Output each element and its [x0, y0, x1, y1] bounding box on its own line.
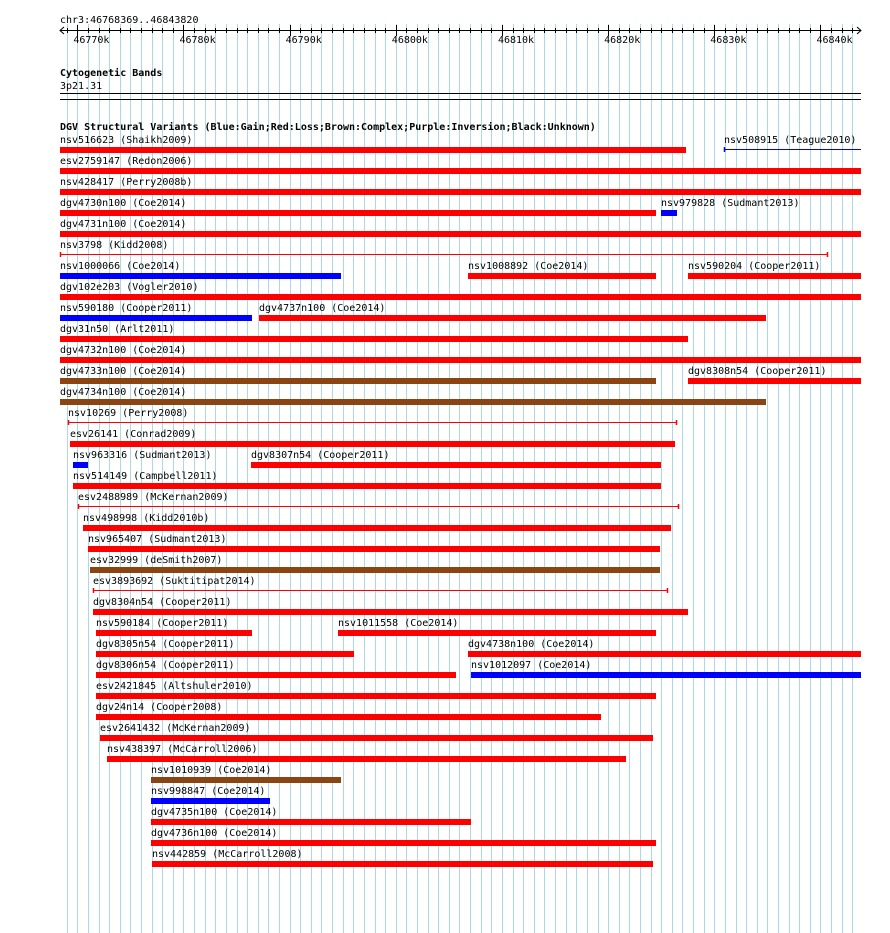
variant-bar[interactable]: [93, 609, 688, 615]
variant-bar[interactable]: [107, 756, 626, 762]
variant-label[interactable]: nsv442859 (McCarroll2008): [152, 849, 303, 860]
variant-label[interactable]: esv2488989 (McKernan2009): [78, 492, 229, 503]
variant-label[interactable]: esv26141 (Conrad2009): [70, 429, 197, 440]
variant-label[interactable]: dgv24n14 (Cooper2008): [96, 702, 223, 713]
variant-label[interactable]: nsv428417 (Perry2008b): [60, 177, 193, 188]
variant-bar[interactable]: [60, 147, 686, 153]
variant-label[interactable]: nsv965407 (Sudmant2013): [88, 534, 227, 545]
variant-label[interactable]: nsv3798 (Kidd2008): [60, 240, 169, 251]
variant-bar[interactable]: [151, 840, 656, 846]
variant-bar[interactable]: [96, 630, 252, 636]
variant-label[interactable]: esv32999 (deSmith2007): [90, 555, 223, 566]
ruler-tick-label: 46840k: [816, 35, 853, 46]
variant-label[interactable]: dgv31n50 (Arlt2011): [60, 324, 175, 335]
variant-label[interactable]: nsv1010939 (Coe2014): [151, 765, 272, 776]
ruler-tick-label: 46800k: [391, 35, 428, 46]
variant-label[interactable]: nsv438397 (McCarroll2006): [107, 744, 258, 755]
variant-bar[interactable]: [60, 378, 656, 384]
cytoband-band-label: 3p21.31: [60, 81, 103, 92]
variant-bar[interactable]: [60, 168, 861, 174]
variant-bar[interactable]: [96, 672, 456, 678]
ruler-tick-label: 46830k: [710, 35, 747, 46]
variant-label[interactable]: nsv590184 (Cooper2011): [96, 618, 229, 629]
variant-label[interactable]: dgv8306n54 (Cooper2011): [96, 660, 235, 671]
variant-bar[interactable]: [688, 273, 861, 279]
variant-label[interactable]: dgv8304n54 (Cooper2011): [93, 597, 232, 608]
variant-bar[interactable]: [152, 861, 653, 867]
variant-label[interactable]: nsv516623 (Shaikh2009): [60, 135, 193, 146]
variant-bar[interactable]: [73, 462, 88, 468]
variant-bar[interactable]: [70, 441, 675, 447]
variant-bar[interactable]: [151, 798, 270, 804]
variant-bar[interactable]: [151, 819, 471, 825]
variant-label[interactable]: dgv4735n100 (Coe2014): [151, 807, 278, 818]
variant-bar[interactable]: [60, 210, 656, 216]
variant-bar[interactable]: [88, 546, 660, 552]
variant-label[interactable]: dgv4733n100 (Coe2014): [60, 366, 187, 377]
variant-label[interactable]: dgv102e203 (Vogler2010): [60, 282, 199, 293]
variant-label[interactable]: dgv4736n100 (Coe2014): [151, 828, 278, 839]
variant-label[interactable]: nsv590180 (Cooper2011): [60, 303, 193, 314]
variant-label[interactable]: esv2759147 (Redon2006): [60, 156, 193, 167]
variant-label[interactable]: dgv4731n100 (Coe2014): [60, 219, 187, 230]
variant-bar[interactable]: [100, 735, 653, 741]
variant-bar[interactable]: [90, 567, 660, 573]
variant-label[interactable]: esv3893692 (Suktitipat2014): [93, 576, 256, 587]
variant-label[interactable]: esv2421845 (Altshuler2010): [96, 681, 253, 692]
variant-label[interactable]: nsv1012097 (Coe2014): [471, 660, 592, 671]
ruler-tick-label: 46820k: [604, 35, 641, 46]
variant-bar[interactable]: [60, 273, 341, 279]
variant-bar[interactable]: [60, 294, 861, 300]
variant-label[interactable]: nsv1008892 (Coe2014): [468, 261, 589, 272]
variant-label[interactable]: dgv4737n100 (Coe2014): [259, 303, 386, 314]
variant-label[interactable]: dgv4738n100 (Coe2014): [468, 639, 595, 650]
variant-bar[interactable]: [96, 714, 601, 720]
variant-label[interactable]: nsv10269 (Perry2008): [68, 408, 189, 419]
variant-bar[interactable]: [83, 525, 671, 531]
variant-bar[interactable]: [468, 651, 861, 657]
variant-bar[interactable]: [688, 378, 861, 384]
variant-label[interactable]: nsv979828 (Sudmant2013): [661, 198, 800, 209]
variant-label[interactable]: dgv8308n54 (Cooper2011): [688, 366, 827, 377]
variant-bar[interactable]: [661, 210, 677, 216]
variant-label[interactable]: nsv498998 (Kidd2010b): [83, 513, 210, 524]
variant-bar[interactable]: [259, 315, 766, 321]
dgv-track-title: DGV Structural Variants (Blue:Gain;Red:Loss;Brown:Complex;Purple:Inversion;Black:Unknown): [60, 122, 596, 133]
variant-bar[interactable]: [96, 651, 354, 657]
variant-bar[interactable]: [251, 462, 661, 468]
variant-label[interactable]: nsv590204 (Cooper2011): [688, 261, 821, 272]
variant-label[interactable]: esv2641432 (McKernan2009): [100, 723, 251, 734]
variant-label[interactable]: nsv998847 (Coe2014): [151, 786, 266, 797]
variant-bar[interactable]: [338, 630, 656, 636]
variant-bar[interactable]: [60, 357, 861, 363]
ruler-tick-label: 46770k: [73, 35, 110, 46]
variant-bar[interactable]: [151, 777, 341, 783]
ruler-tick-label: 46780k: [179, 35, 216, 46]
variant-label[interactable]: nsv1000066 (Coe2014): [60, 261, 181, 272]
variant-bar[interactable]: [60, 231, 861, 237]
variant-bar[interactable]: [60, 336, 688, 342]
variant-bar[interactable]: [96, 693, 656, 699]
ruler-tick-label: 46790k: [285, 35, 322, 46]
location-label: chr3:46768369..46843820: [60, 15, 199, 26]
variant-label[interactable]: nsv514149 (Campbell2011): [73, 471, 218, 482]
variant-label[interactable]: dgv8307n54 (Cooper2011): [251, 450, 390, 461]
variant-label[interactable]: nsv963316 (Sudmant2013): [73, 450, 212, 461]
variant-label[interactable]: dgv4734n100 (Coe2014): [60, 387, 187, 398]
variant-label[interactable]: nsv1011558 (Coe2014): [338, 618, 459, 629]
variant-label[interactable]: nsv508915 (Teague2010): [724, 135, 857, 146]
ruler-tick-label: 46810k: [497, 35, 535, 46]
variant-label[interactable]: dgv4730n100 (Coe2014): [60, 198, 187, 209]
variant-label[interactable]: dgv8305n54 (Cooper2011): [96, 639, 235, 650]
variant-bar[interactable]: [471, 672, 861, 678]
variant-bar[interactable]: [60, 189, 861, 195]
variant-label[interactable]: dgv4732n100 (Coe2014): [60, 345, 187, 356]
variant-bar[interactable]: [60, 315, 252, 321]
cytoband-track-title: Cytogenetic Bands: [60, 68, 163, 79]
variant-bar[interactable]: [60, 399, 766, 405]
variant-bar[interactable]: [468, 273, 656, 279]
variant-bar[interactable]: [73, 483, 661, 489]
